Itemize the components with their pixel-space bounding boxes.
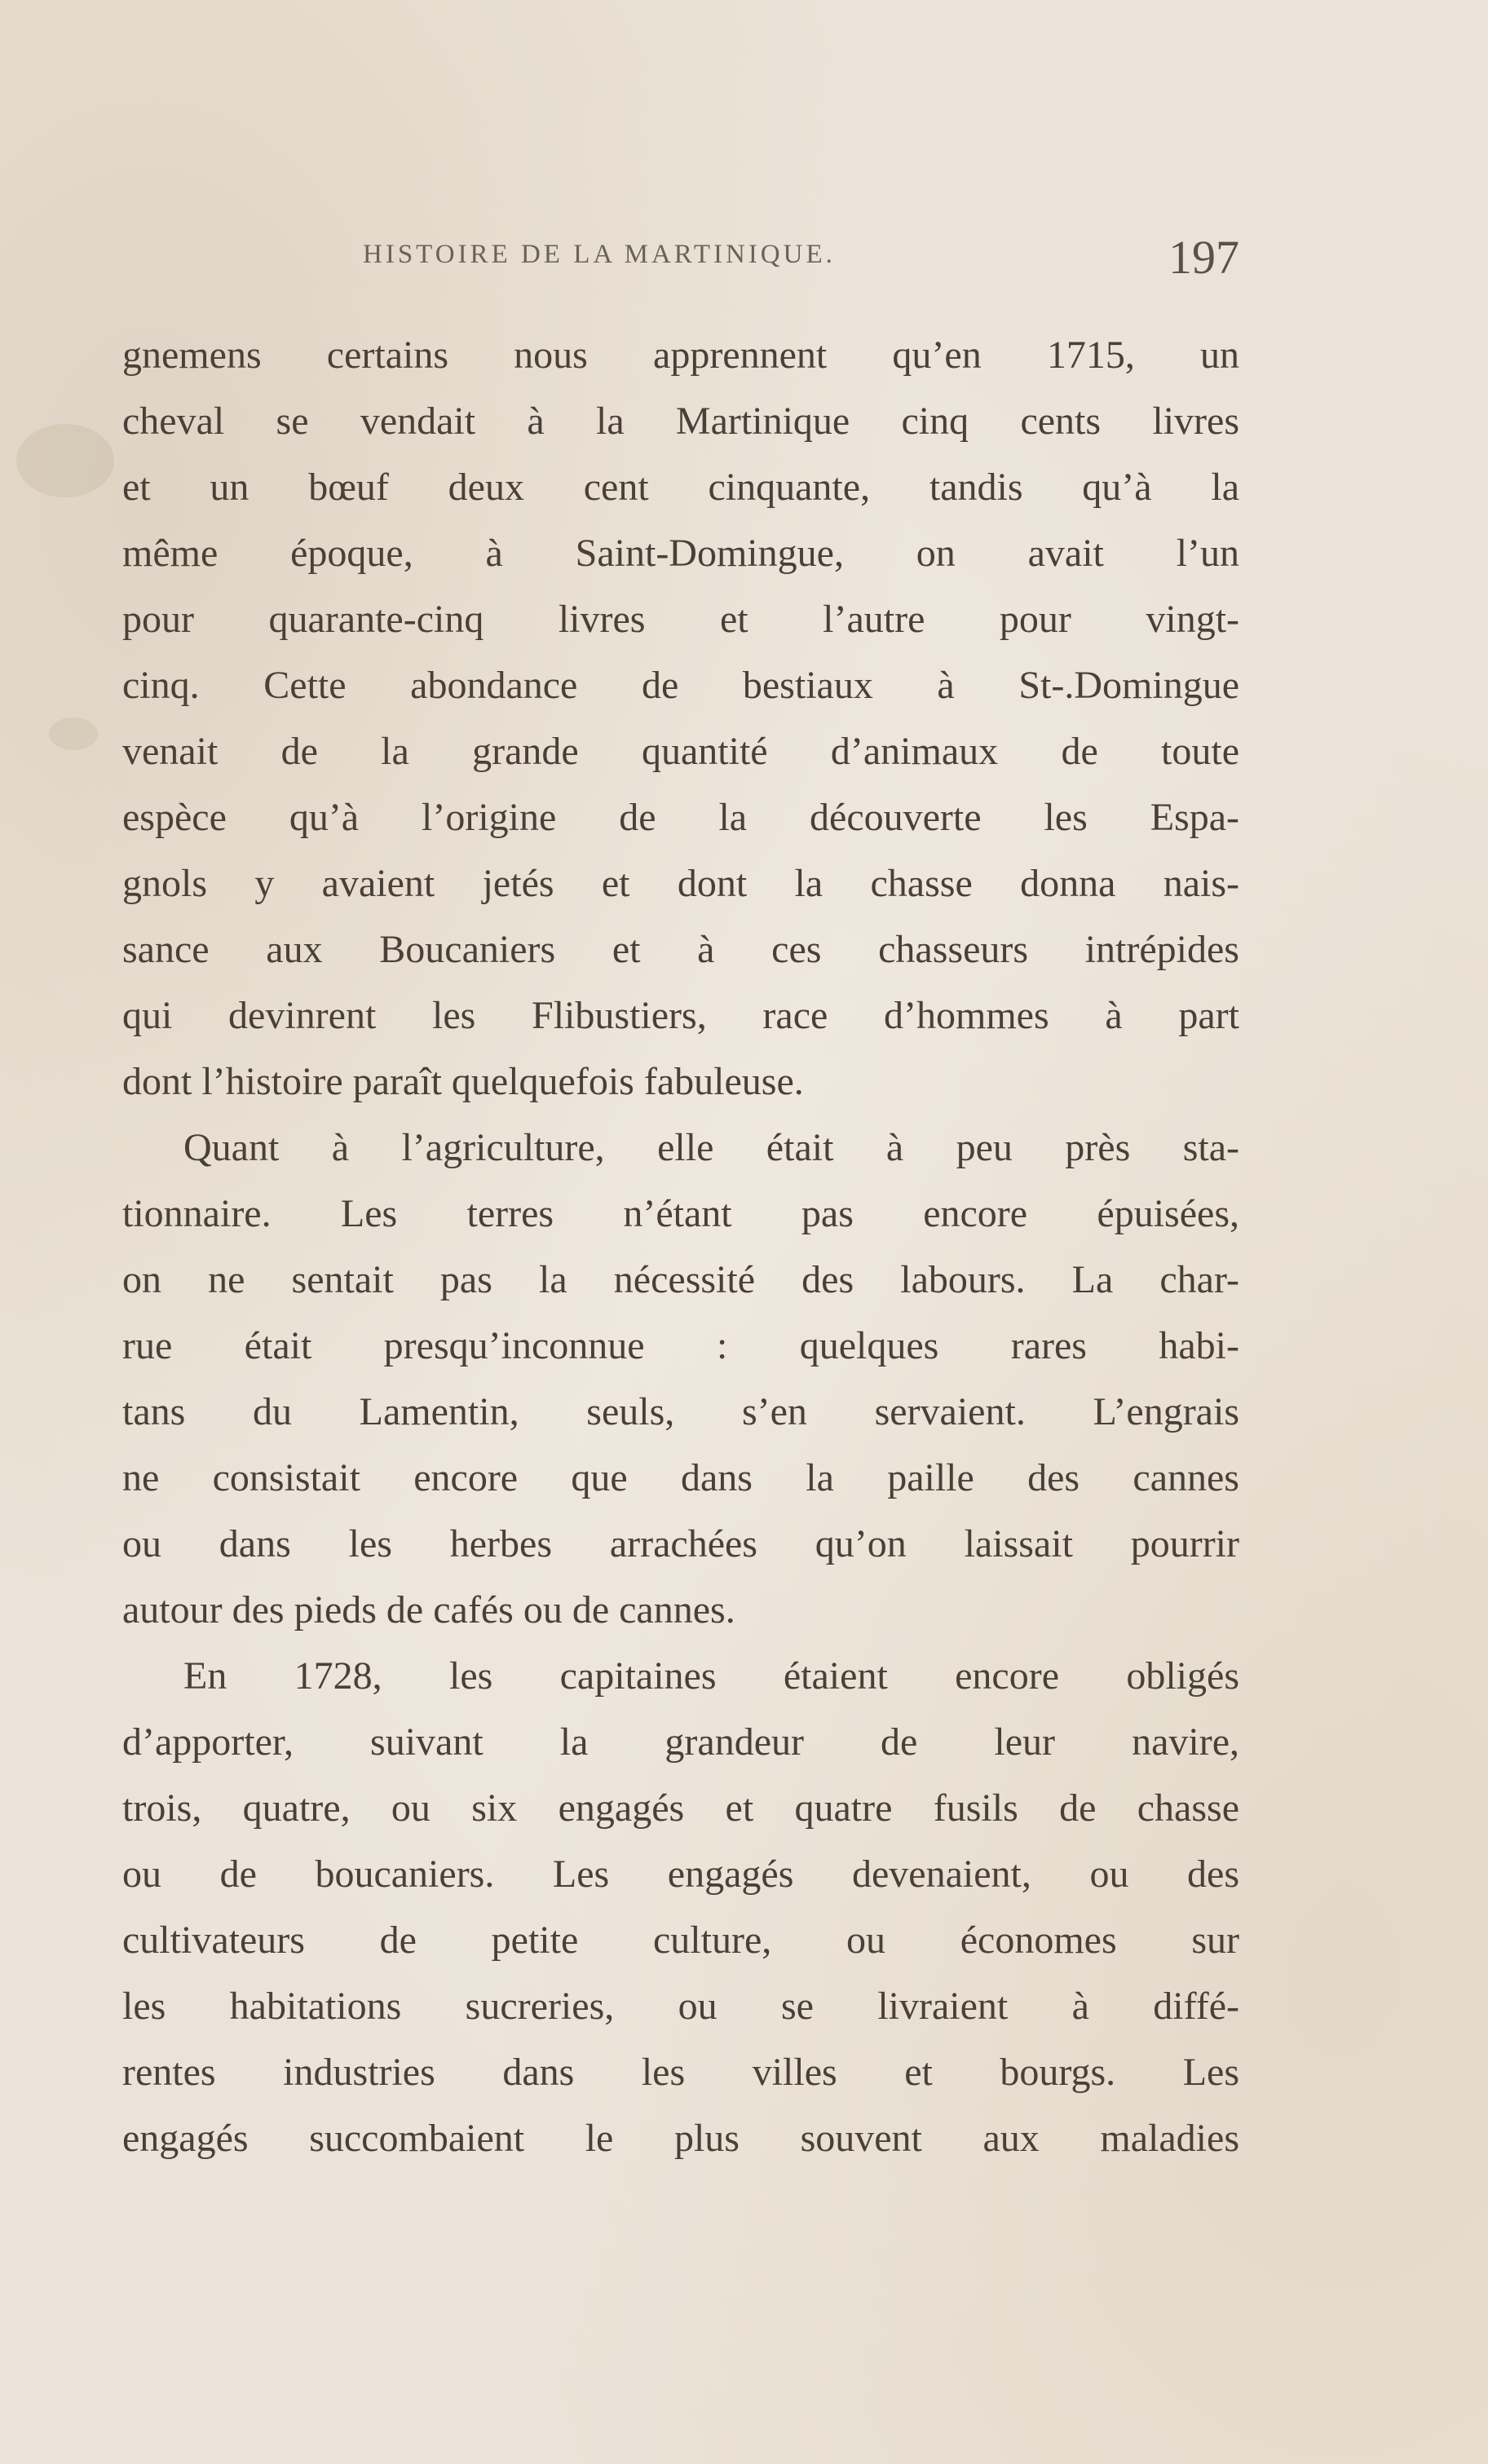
text-line: les habitations sucreries, ou se livraient à diffé- bbox=[122, 1985, 1240, 2028]
paragraph-1 bbox=[122, 322, 1239, 1115]
text-line: d’apporter, suivant la grandeur de leur navire, bbox=[122, 1720, 1240, 1764]
text-line: sance aux Boucaniers et à ces chasseurs intrépides bbox=[122, 928, 1239, 971]
text-line: cinq. Cette abondance de bestiaux à St-.Domingue bbox=[122, 664, 1239, 707]
text-line: tionnaire. Les terres n’étant pas encore épuisées, bbox=[122, 1192, 1239, 1235]
text-line: ne consistait encore que dans la paille des cannes bbox=[122, 1456, 1239, 1499]
text-line: tans du Lamentin, seuls, s’en servaient. L’engrais bbox=[122, 1390, 1240, 1433]
running-title: HISTOIRE DE LA MARTINIQUE. bbox=[363, 240, 836, 269]
text-line: gnols y avaient jetés et dont la chasse donna nais- bbox=[122, 862, 1240, 905]
text-line: trois, quatre, ou six engagés et quatre fusils de chasse bbox=[122, 1786, 1240, 1830]
text-line: ou de boucaniers. Les engagés devenaient, ou des bbox=[122, 1852, 1239, 1896]
text-line: pour quarante-cinq livres et l’autre pour vingt- bbox=[122, 598, 1240, 641]
page-number: 197 bbox=[1168, 231, 1239, 284]
text-line: qui devinrent les Flibustiers, race d’hommes à part bbox=[122, 994, 1239, 1037]
text-line: venait de la grande quantité d’animaux de toute bbox=[122, 730, 1240, 773]
text-line: autour des pieds de cafés ou de cannes. bbox=[122, 1588, 735, 1632]
text-line: même époque, à Saint-Domingue, on avait l’un bbox=[122, 532, 1240, 575]
paper-stain bbox=[16, 424, 114, 497]
text-line: cheval se vendait à la Martinique cinq cents livres bbox=[122, 400, 1239, 443]
text-line: engagés succombaient le plus souvent aux maladies bbox=[122, 2117, 1239, 2160]
text-line: dont l’histoire paraît quelquefois fabuleuse. bbox=[122, 1060, 804, 1103]
text-line: on ne sentait pas la nécessité des labours. La char- bbox=[122, 1258, 1239, 1301]
text-line: espèce qu’à l’origine de la découverte les Espa- bbox=[122, 796, 1240, 839]
page-header bbox=[122, 230, 1239, 295]
text-line: Quant à l’agriculture, elle était à peu près sta- bbox=[183, 1126, 1239, 1169]
text-line: gnemens certains nous apprennent qu’en 1715, un bbox=[122, 333, 1239, 377]
text-line: En 1728, les capitaines étaient encore obligés bbox=[183, 1654, 1240, 1698]
paragraph-2 bbox=[122, 1115, 1239, 1643]
body-text bbox=[122, 322, 1239, 2171]
paragraph-3 bbox=[122, 1643, 1239, 2171]
text-line: et un bœuf deux cent cinquante, tandis qu’à la bbox=[122, 466, 1240, 509]
text-line: ou dans les herbes arrachées qu’on laissait pourrir bbox=[122, 1522, 1240, 1565]
text-line: rentes industries dans les villes et bourgs. Les bbox=[122, 2051, 1240, 2094]
text-line: cultivateurs de petite culture, ou économes sur bbox=[122, 1919, 1240, 1962]
paper-stain bbox=[49, 718, 98, 750]
text-line: rue était presqu’inconnue : quelques rares habi- bbox=[122, 1324, 1239, 1367]
